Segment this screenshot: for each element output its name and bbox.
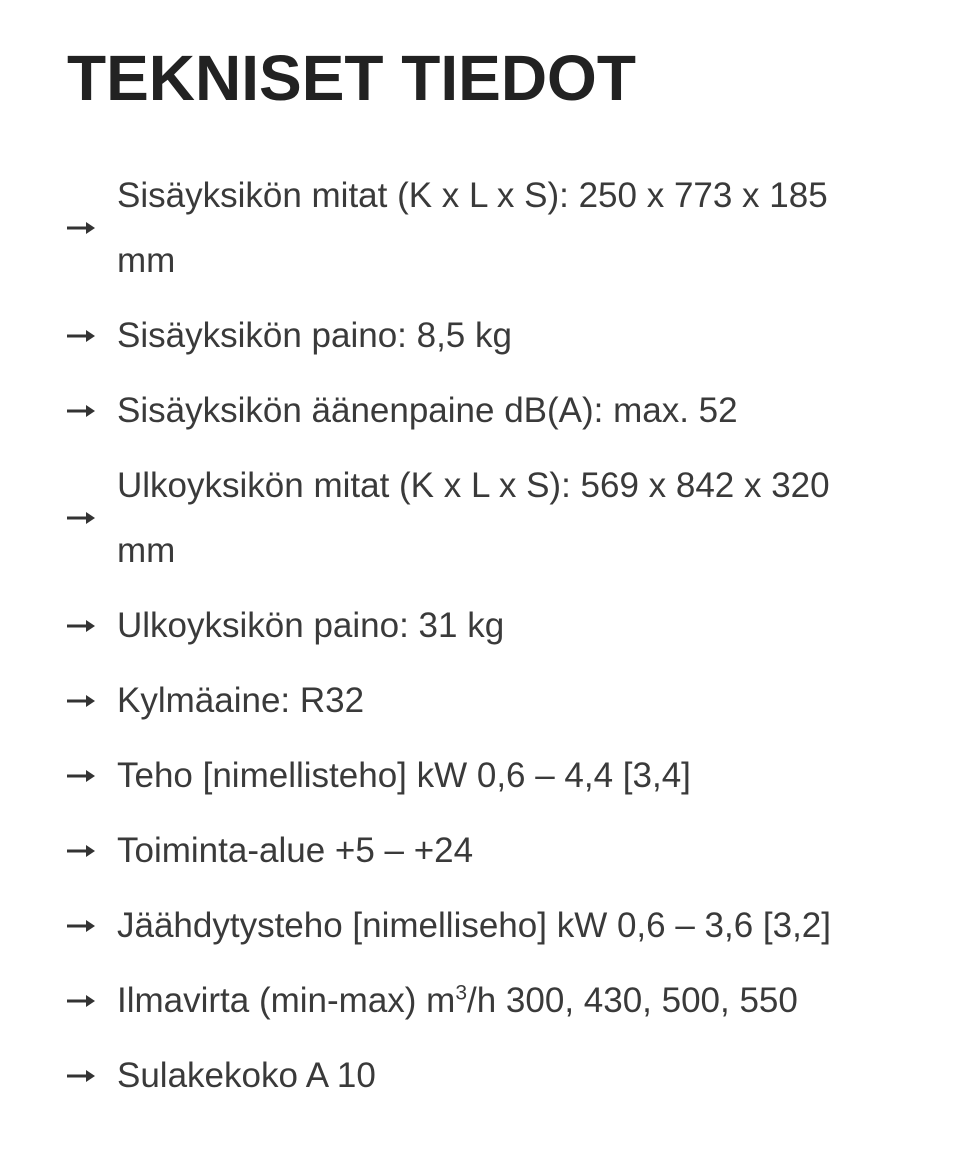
- list-item: [0, 593, 960, 658]
- list-item: [0, 378, 960, 443]
- spec-text-part: Ilmavirta (min-max) m: [117, 981, 456, 1020]
- arrow-right-icon: [66, 991, 96, 1011]
- arrow-right-icon: [66, 326, 96, 346]
- list-item: [0, 743, 960, 808]
- superscript: 3: [455, 981, 468, 1005]
- arrow-right-icon: [66, 218, 96, 238]
- arrow-right-icon: [66, 401, 96, 421]
- arrow-right-icon: [66, 916, 96, 936]
- spec-text-part: /h 300, 430, 500, 550: [467, 981, 798, 1020]
- list-item: [0, 1043, 960, 1108]
- list-item: [0, 818, 960, 883]
- spec-text: Kylmäaine: R32: [117, 681, 365, 720]
- arrow-right-icon: [66, 508, 96, 528]
- spec-text: Sisäyksikön äänenpaine dB(A): max. 52: [117, 391, 738, 430]
- list-item: [0, 893, 960, 958]
- spec-text: Sisäyksikön mitat (K x L x S): 250 x 773 x 185 mm: [117, 176, 828, 280]
- list-item: [0, 303, 960, 368]
- arrow-right-icon: [66, 691, 96, 711]
- arrow-right-icon: [66, 616, 96, 636]
- spec-text: Sisäyksikön paino: 8,5 kg: [117, 316, 512, 355]
- arrow-right-icon: [66, 766, 96, 786]
- arrow-right-icon: [66, 1066, 96, 1086]
- spec-text: Teho [nimellisteho] kW 0,6 – 4,4 [3,4]: [117, 756, 691, 795]
- spec-text: Ulkoyksikön mitat (K x L x S): 569 x 842 x 320 mm: [117, 466, 830, 570]
- spec-text: Ulkoyksikön paino: 31 kg: [117, 606, 505, 645]
- list-item: [0, 968, 960, 1033]
- arrow-right-icon: [66, 841, 96, 861]
- list-item: [0, 163, 960, 293]
- list-item: [0, 668, 960, 733]
- spec-text: Sulakekoko A 10: [117, 1056, 376, 1095]
- list-item: [0, 453, 960, 583]
- spec-text: Jäähdytysteho [nimelliseho] kW 0,6 – 3,6 [3,2]: [117, 906, 831, 945]
- page-title: TEKNISET TIEDOT: [67, 42, 636, 114]
- spec-text: [117, 968, 877, 1033]
- spec-text: Toiminta-alue +5 – +24: [117, 831, 474, 870]
- spec-list: [0, 163, 960, 1118]
